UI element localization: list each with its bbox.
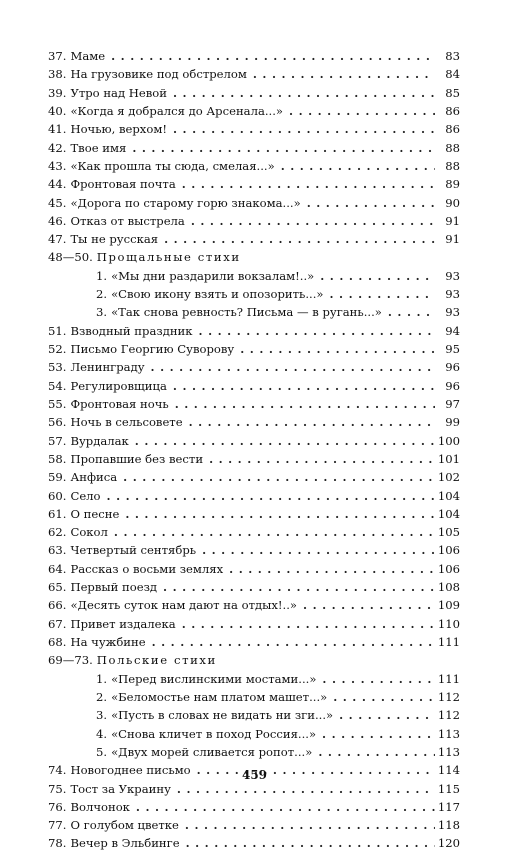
entry-page-number: 96 [445, 360, 460, 375]
entry-number: 4. [96, 726, 108, 741]
entry-page-number: 110 [437, 616, 460, 631]
entry-page-number: 99 [445, 415, 460, 430]
dot-leader [199, 322, 435, 340]
entry-title: На грузовике под обстрелом [70, 67, 247, 82]
entry-number: 1. [96, 671, 108, 686]
toc-entry [48, 560, 460, 578]
toc-section-heading [48, 651, 460, 669]
entry-page-number: 84 [445, 67, 460, 82]
entry-number: 44. [48, 177, 67, 192]
dot-leader [164, 230, 435, 248]
entry-number: 56. [48, 415, 67, 430]
entry-page-number: 113 [437, 744, 460, 759]
entry-title: О песне [70, 506, 120, 521]
entry-number: 45. [48, 195, 67, 210]
toc-entry [48, 523, 460, 541]
dot-leader [388, 303, 435, 321]
toc-entry [48, 706, 460, 724]
entry-page-number: 111 [437, 635, 460, 649]
entry-title: Фронтовая почта [70, 177, 176, 192]
entry-page-number: 104 [437, 506, 460, 521]
entry-page-number: 109 [437, 598, 460, 613]
entry-title: Письмо Георгию Суворову [70, 342, 235, 356]
dot-leader [177, 780, 435, 798]
dot-leader [185, 816, 435, 834]
toc-entry [48, 578, 460, 596]
dot-leader [303, 596, 435, 614]
entry-number: 51. [48, 323, 67, 338]
dot-leader [191, 212, 435, 230]
entry-title: «Пусть в словах не видать ни зги...» [111, 708, 334, 723]
entry-number: 76. [48, 799, 67, 814]
entry-page-number: 94 [445, 323, 460, 338]
entry-title: Регулировщица [70, 378, 167, 393]
entry-number: 42. [48, 140, 67, 155]
toc-entry [48, 120, 460, 138]
toc-entry [48, 432, 460, 450]
entry-number: 64. [48, 561, 67, 576]
entry-title: Взводный праздник [70, 323, 193, 338]
entry-page-number: 108 [437, 580, 460, 595]
entry-number: 2. [96, 287, 108, 302]
entry-page-number: 102 [437, 470, 460, 485]
entry-page-number: 106 [437, 561, 460, 576]
entry-title: Село [70, 488, 101, 503]
entry-number: 40. [48, 103, 67, 118]
entry-title: «Беломостье нам платом машет...» [111, 689, 328, 704]
entry-number: 74. [48, 763, 67, 778]
toc-entry [48, 633, 460, 651]
entry-title: Прощальные стихи [96, 250, 241, 265]
entry-title: Тост за Украину [70, 781, 171, 796]
entry-title: Волчонок [70, 799, 130, 814]
toc-entry [48, 102, 460, 120]
entry-number: 37. [48, 49, 67, 63]
entry-page-number: 113 [437, 726, 460, 741]
entry-title: «Дорога по старому горю знакома...» [70, 195, 301, 210]
toc-entry [48, 596, 460, 614]
entry-page-number: 101 [437, 451, 460, 466]
entry-page-number: 85 [445, 85, 460, 100]
entry-title: Вурдалак [70, 433, 129, 448]
toc-entry [48, 834, 460, 852]
toc-entry [48, 395, 460, 413]
dot-leader [114, 523, 435, 541]
toc-entry [48, 541, 460, 559]
entry-title: Четвертый сентябрь [70, 543, 197, 558]
entry-number: 47. [48, 232, 67, 247]
entry-page-number: 97 [445, 396, 460, 411]
dot-leader [175, 395, 435, 413]
entry-page-number: 83 [445, 49, 460, 63]
entry-number: 61. [48, 506, 67, 521]
entry-title: Сокол [70, 525, 108, 540]
entry-number: 69—73. [48, 653, 93, 668]
entry-page-number: 89 [445, 177, 460, 192]
entry-title: На чужбине [70, 635, 146, 649]
toc-entry [48, 413, 460, 431]
entry-title: «Снова кличет в поход Россия...» [111, 726, 317, 741]
entry-title: «Перед вислинскими мостами...» [111, 671, 317, 686]
dot-leader [330, 285, 435, 303]
page-number: 459 [241, 768, 268, 782]
entry-number: 38. [48, 67, 67, 82]
toc-entry [48, 157, 460, 175]
toc-entry [48, 780, 460, 798]
entry-title: «Как прошла ты сюда, смелая...» [70, 158, 275, 173]
dot-leader [189, 413, 435, 431]
entry-title: «Свою икону взять и опозорить...» [111, 287, 324, 302]
toc-entry [48, 798, 460, 816]
dot-leader [320, 267, 435, 285]
entry-title: Ночь в сельсовете [70, 415, 183, 430]
dot-leader [182, 615, 435, 633]
entry-title: Ночью, верхом! [70, 122, 167, 137]
toc-entry [48, 816, 460, 834]
toc-entry [48, 670, 460, 688]
entry-page-number: 100 [437, 433, 460, 448]
toc-entry [48, 688, 460, 706]
dot-leader [240, 340, 435, 358]
dot-leader [135, 432, 435, 450]
dot-leader [339, 706, 435, 724]
entry-page-number: 114 [437, 763, 460, 778]
toc-section-heading [48, 248, 460, 266]
entry-number: 57. [48, 433, 67, 448]
entry-number: 68. [48, 635, 67, 649]
toc-entry [48, 303, 460, 321]
entry-title: Анфиса [70, 470, 118, 485]
dot-leader [202, 541, 435, 559]
toc-entry [48, 505, 460, 523]
toc-entry [48, 358, 460, 376]
entry-number: 59. [48, 470, 67, 485]
toc-entry [48, 285, 460, 303]
entry-number: 63. [48, 543, 67, 558]
entry-title: Вечер в Эльбинге [70, 836, 180, 851]
entry-number: 62. [48, 525, 67, 540]
entry-number: 3. [96, 305, 108, 320]
dot-leader [111, 47, 435, 65]
toc-entry [48, 139, 460, 157]
entry-page-number: 112 [437, 708, 460, 723]
entry-title: «Мы дни раздарили вокзалам!..» [111, 268, 315, 283]
entry-title: Фронтовая ночь [70, 396, 169, 411]
entry-title: Первый поезд [70, 580, 158, 595]
entry-title: «Так снова ревность? Письма — в ругань...» [111, 305, 382, 320]
entry-page-number: 88 [445, 140, 460, 155]
entry-number: 53. [48, 360, 67, 375]
entry-title: «Когда я добрался до Арсенала...» [70, 103, 284, 118]
dot-leader [253, 65, 435, 83]
toc-entry [48, 47, 460, 65]
dot-leader [229, 560, 435, 578]
entry-page-number: 93 [445, 305, 460, 320]
entry-title: «Двух морей сливается ропот...» [111, 744, 313, 759]
toc-entry [48, 743, 460, 761]
toc-entry [48, 65, 460, 83]
entry-page-number: 118 [437, 818, 460, 833]
toc-entry [48, 267, 460, 285]
dot-leader [107, 487, 435, 505]
entry-title: Утро над Невой [70, 85, 168, 100]
entry-page-number: 117 [437, 799, 460, 814]
entry-number: 65. [48, 580, 67, 595]
entry-page-number: 93 [445, 287, 460, 302]
toc-entry [48, 175, 460, 193]
entry-number: 1. [96, 268, 108, 283]
entry-number: 66. [48, 598, 67, 613]
entry-number: 60. [48, 488, 67, 503]
entry-title: Отказ от выстрела [70, 213, 185, 228]
dot-leader [173, 120, 435, 138]
toc-entry [48, 615, 460, 633]
entry-title: Маме [70, 49, 106, 63]
entry-title: Ты не русская [70, 232, 159, 247]
dot-leader [173, 377, 435, 395]
entry-page-number: 105 [437, 525, 460, 540]
entry-title: Пропавшие без вести [70, 451, 204, 466]
table-of-contents [48, 47, 460, 853]
entry-page-number: 86 [445, 122, 460, 137]
dot-leader [136, 798, 435, 816]
entry-number: 3. [96, 708, 108, 723]
entry-page-number: 90 [445, 195, 460, 210]
entry-number: 75. [48, 781, 67, 796]
dot-leader [123, 468, 435, 486]
dot-leader [163, 578, 435, 596]
entry-title: Твое имя [70, 140, 127, 155]
dot-leader [173, 84, 435, 102]
entry-title: Рассказ о восьми землях [70, 561, 224, 576]
dot-leader [152, 633, 435, 651]
entry-number: 67. [48, 616, 67, 631]
entry-page-number: 95 [445, 342, 460, 356]
entry-page-number: 115 [437, 781, 460, 796]
dot-leader [289, 102, 435, 120]
entry-title: Польские стихи [96, 653, 217, 668]
entry-page-number: 104 [437, 488, 460, 503]
toc-entry [48, 84, 460, 102]
entry-page-number: 120 [437, 836, 460, 851]
entry-page-number: 86 [445, 103, 460, 118]
entry-number: 41. [48, 122, 67, 137]
entry-number: 5. [96, 744, 108, 759]
entry-number: 77. [48, 818, 67, 833]
entry-number: 39. [48, 85, 67, 100]
dot-leader [322, 725, 435, 743]
dot-leader [307, 194, 435, 212]
entry-number: 58. [48, 451, 67, 466]
dot-leader [186, 834, 435, 852]
entry-page-number: 106 [437, 543, 460, 558]
dot-leader [209, 450, 435, 468]
toc-entry [48, 340, 460, 358]
toc-entry [48, 450, 460, 468]
dot-leader [151, 358, 435, 376]
toc-entry [48, 725, 460, 743]
entry-title: Ленинграду [70, 360, 145, 375]
entry-number: 46. [48, 213, 67, 228]
entry-number: 43. [48, 158, 67, 173]
entry-number: 48—50. [48, 250, 93, 265]
dot-leader [333, 688, 435, 706]
entry-number: 78. [48, 836, 67, 851]
entry-number: 54. [48, 378, 67, 393]
entry-page-number: 88 [445, 158, 460, 173]
entry-number: 55. [48, 396, 67, 411]
entry-title: Привет издалека [70, 616, 176, 631]
toc-entry [48, 377, 460, 395]
dot-leader [322, 670, 434, 688]
entry-number: 52. [48, 342, 67, 356]
toc-entry [48, 194, 460, 212]
entry-page-number: 112 [437, 689, 460, 704]
entry-page-number: 96 [445, 378, 460, 393]
entry-page-number: 91 [445, 213, 460, 228]
entry-title: О голубом цветке [70, 818, 179, 833]
toc-entry [48, 230, 460, 248]
entry-page-number: 91 [445, 232, 460, 247]
entry-page-number: 93 [445, 268, 460, 283]
entry-number: 2. [96, 689, 108, 704]
dot-leader [132, 139, 435, 157]
toc-entry [48, 468, 460, 486]
toc-entry [48, 212, 460, 230]
dot-leader [318, 743, 435, 761]
entry-title: Новогоднее письмо [70, 763, 191, 778]
toc-entry [48, 487, 460, 505]
dot-leader [125, 505, 435, 523]
dot-leader [182, 175, 435, 193]
dot-leader [281, 157, 435, 175]
entry-title: «Десять суток нам дают на отдых!..» [70, 598, 298, 613]
toc-entry [48, 322, 460, 340]
entry-page-number: 111 [437, 671, 460, 686]
